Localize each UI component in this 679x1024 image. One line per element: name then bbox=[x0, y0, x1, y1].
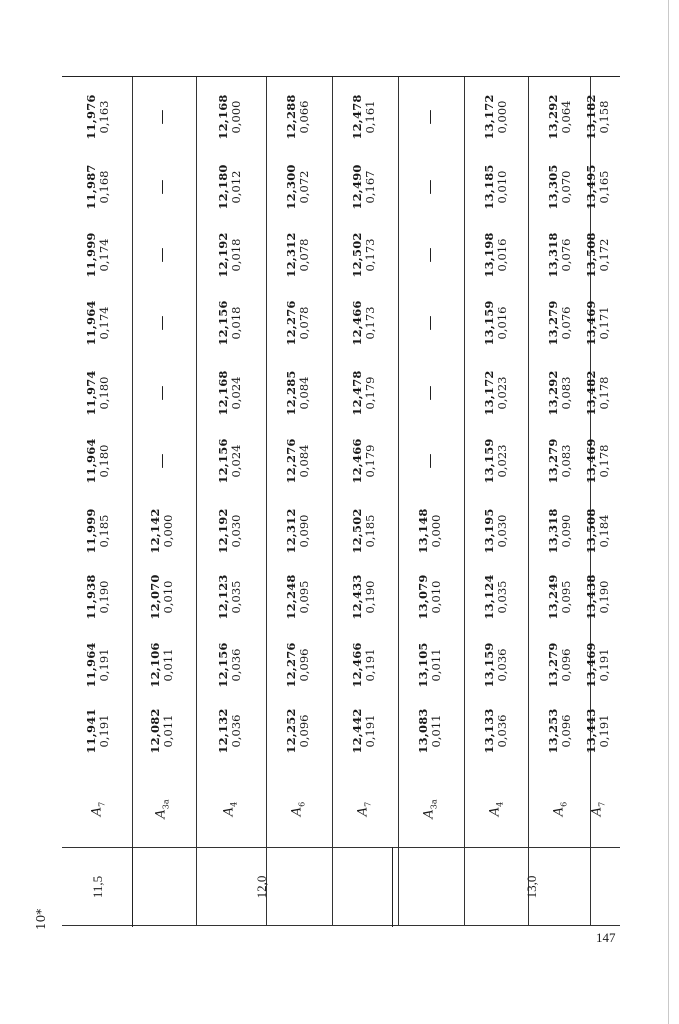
value-cell bbox=[71, 57, 125, 177]
cell-primary-value: 13,495 bbox=[583, 164, 598, 210]
cell-primary-value: 12,466 bbox=[349, 642, 364, 688]
cell-secondary-value: 0,000 bbox=[229, 100, 243, 134]
cell-primary-value: 13,079 bbox=[415, 574, 430, 620]
cell-secondary-value: 0,010 bbox=[495, 170, 509, 204]
cell-primary-value: 13,159 bbox=[481, 438, 496, 484]
row-label-main: A bbox=[221, 806, 237, 817]
cell-secondary-value: 0,024 bbox=[229, 444, 243, 478]
cell-secondary-value: 0,012 bbox=[229, 170, 243, 204]
cell-secondary-value: 0,035 bbox=[495, 580, 509, 614]
cell-primary-value: 13,482 bbox=[583, 370, 598, 416]
cell-primary-value: 12,288 bbox=[283, 94, 298, 140]
cell-secondary-value: 0,000 bbox=[161, 514, 175, 548]
cell-secondary-value: 0,191 bbox=[97, 714, 111, 748]
row-label bbox=[552, 802, 569, 816]
cell-secondary-value: 0,173 bbox=[363, 306, 377, 340]
cell-secondary-value: 0,018 bbox=[229, 238, 243, 272]
cell-secondary-value: 0,095 bbox=[559, 580, 573, 614]
cell-secondary-value: 0,036 bbox=[495, 648, 509, 682]
row-label-main: A bbox=[421, 809, 437, 819]
cell-secondary-value: 0,168 bbox=[97, 170, 111, 204]
cell-primary-value: 13,469 bbox=[583, 438, 598, 484]
cell-primary-value: 13,279 bbox=[545, 300, 560, 346]
empty-cell-dash: — bbox=[152, 315, 171, 331]
cell-secondary-value: 0,023 bbox=[495, 376, 509, 410]
cell-primary-value: 12,192 bbox=[215, 508, 230, 554]
cell-primary-value: 13,305 bbox=[545, 164, 560, 210]
cell-secondary-value: 0,035 bbox=[229, 580, 243, 614]
cell-secondary-value: 0,190 bbox=[97, 580, 111, 614]
row-label bbox=[488, 802, 505, 816]
rotated-data-table bbox=[62, 76, 620, 926]
cell-primary-value: 12,466 bbox=[349, 438, 364, 484]
cell-secondary-value: 0,178 bbox=[597, 376, 611, 410]
empty-cell-dash: — bbox=[420, 385, 439, 401]
column-rule bbox=[132, 77, 133, 925]
cell-primary-value: 13,148 bbox=[415, 508, 430, 554]
cell-secondary-value: 0,096 bbox=[559, 648, 573, 682]
cell-primary-value: 12,276 bbox=[283, 438, 298, 484]
cell-primary-value: 12,490 bbox=[349, 164, 364, 210]
row-label-main: A bbox=[355, 806, 371, 817]
cell-secondary-value: 0,179 bbox=[363, 444, 377, 478]
cell-secondary-value: 0,190 bbox=[597, 580, 611, 614]
cell-primary-value: 12,252 bbox=[283, 708, 298, 754]
empty-cell-dash: — bbox=[420, 179, 439, 195]
cell-secondary-value: 0,191 bbox=[363, 648, 377, 682]
cell-secondary-value: 0,167 bbox=[363, 170, 377, 204]
column-rule bbox=[528, 77, 529, 925]
cell-secondary-value: 0,191 bbox=[597, 648, 611, 682]
cell-primary-value: 13,159 bbox=[481, 300, 496, 346]
empty-cell-dash: — bbox=[152, 179, 171, 195]
cell-secondary-value: 0,010 bbox=[161, 580, 175, 614]
cell-secondary-value: 0,016 bbox=[495, 306, 509, 340]
row-label-subscript: 6 bbox=[559, 801, 569, 807]
cell-primary-value: 11,987 bbox=[83, 164, 98, 210]
group-divider bbox=[132, 847, 133, 927]
cell-primary-value: 11,974 bbox=[83, 370, 98, 416]
value-cell bbox=[403, 471, 457, 591]
cell-primary-value: 12,132 bbox=[215, 708, 230, 754]
cell-primary-value: 12,312 bbox=[283, 232, 298, 278]
cell-primary-value: 12,123 bbox=[215, 574, 230, 620]
cell-secondary-value: 0,095 bbox=[297, 580, 311, 614]
cell-primary-value: 12,168 bbox=[215, 94, 230, 140]
cell-secondary-value: 0,191 bbox=[363, 714, 377, 748]
row-label-main: A bbox=[551, 806, 567, 817]
cell-primary-value: 11,976 bbox=[83, 94, 98, 140]
cell-secondary-value: 0,016 bbox=[495, 238, 509, 272]
row-label-subscript: 4 bbox=[229, 801, 239, 807]
cell-primary-value: 12,168 bbox=[215, 370, 230, 416]
empty-cell-dash: — bbox=[420, 247, 439, 263]
cell-secondary-value: 0,024 bbox=[229, 376, 243, 410]
cell-primary-value: 13,253 bbox=[545, 708, 560, 754]
cell-secondary-value: 0,023 bbox=[495, 444, 509, 478]
cell-secondary-value: 0,185 bbox=[97, 514, 111, 548]
cell-secondary-value: 0,173 bbox=[363, 238, 377, 272]
cell-secondary-value: 0,078 bbox=[297, 238, 311, 272]
cell-primary-value: 13,292 bbox=[545, 370, 560, 416]
cell-primary-value: 11,999 bbox=[83, 232, 98, 278]
row-label-subscript: 3a bbox=[161, 799, 171, 810]
cell-secondary-value: 0,070 bbox=[559, 170, 573, 204]
row-label-subscript: 7 bbox=[597, 801, 607, 807]
cell-secondary-value: 0,036 bbox=[495, 714, 509, 748]
value-cell bbox=[469, 57, 523, 177]
cell-secondary-value: 0,036 bbox=[229, 714, 243, 748]
cell-secondary-value: 0,072 bbox=[297, 170, 311, 204]
cell-primary-value: 11,964 bbox=[83, 438, 98, 484]
cell-primary-value: 13,172 bbox=[481, 94, 496, 140]
cell-secondary-value: 0,191 bbox=[597, 714, 611, 748]
cell-secondary-value: 0,018 bbox=[229, 306, 243, 340]
cell-secondary-value: 0,172 bbox=[597, 238, 611, 272]
row-label-subscript: 4 bbox=[495, 801, 505, 807]
cell-primary-value: 12,442 bbox=[349, 708, 364, 754]
row-label-subscript: 6 bbox=[297, 801, 307, 807]
row-label-subscript: 7 bbox=[97, 801, 107, 807]
cell-primary-value: 12,156 bbox=[215, 642, 230, 688]
cell-primary-value: 13,185 bbox=[481, 164, 496, 210]
group-label: 13,0 bbox=[524, 875, 539, 899]
cell-secondary-value: 0,096 bbox=[559, 714, 573, 748]
page-number: 147 bbox=[596, 930, 616, 945]
cell-primary-value: 11,964 bbox=[83, 300, 98, 346]
cell-primary-value: 13,508 bbox=[583, 508, 598, 554]
cell-primary-value: 13,133 bbox=[481, 708, 496, 754]
cell-primary-value: 13,469 bbox=[583, 300, 598, 346]
footer-mark: 10* bbox=[34, 908, 48, 930]
row-label bbox=[222, 802, 239, 816]
cell-primary-value: 11,999 bbox=[83, 508, 98, 554]
label-rule bbox=[62, 847, 620, 848]
row-label-main: A bbox=[89, 806, 105, 817]
cell-secondary-value: 0,184 bbox=[597, 514, 611, 548]
cell-secondary-value: 0,011 bbox=[429, 714, 443, 748]
cell-secondary-value: 0,165 bbox=[597, 170, 611, 204]
cell-secondary-value: 0,064 bbox=[559, 100, 573, 134]
empty-cell-dash: — bbox=[152, 109, 171, 125]
cell-primary-value: 13,172 bbox=[481, 370, 496, 416]
column-rule bbox=[398, 77, 399, 925]
cell-secondary-value: 0,083 bbox=[559, 376, 573, 410]
value-cell bbox=[337, 57, 391, 177]
cell-secondary-value: 0,180 bbox=[97, 376, 111, 410]
cell-primary-value: 13,105 bbox=[415, 642, 430, 688]
value-cell bbox=[203, 57, 257, 177]
group-label: 11,5 bbox=[90, 875, 105, 899]
cell-secondary-value: 0,066 bbox=[297, 100, 311, 134]
cell-primary-value: 12,156 bbox=[215, 300, 230, 346]
cell-primary-value: 13,438 bbox=[583, 574, 598, 620]
cell-secondary-value: 0,030 bbox=[495, 514, 509, 548]
cell-secondary-value: 0,171 bbox=[597, 306, 611, 340]
cell-primary-value: 12,106 bbox=[147, 642, 162, 688]
cell-secondary-value: 0,190 bbox=[363, 580, 377, 614]
cell-secondary-value: 0,036 bbox=[229, 648, 243, 682]
row-label bbox=[590, 802, 607, 816]
cell-primary-value: 12,142 bbox=[147, 508, 162, 554]
cell-primary-value: 12,156 bbox=[215, 438, 230, 484]
cell-secondary-value: 0,030 bbox=[229, 514, 243, 548]
row-label-subscript: 7 bbox=[363, 801, 373, 807]
row-label bbox=[356, 802, 373, 816]
cell-primary-value: 12,502 bbox=[349, 508, 364, 554]
cell-secondary-value: 0,163 bbox=[97, 100, 111, 134]
cell-primary-value: 12,300 bbox=[283, 164, 298, 210]
cell-primary-value: 11,964 bbox=[83, 642, 98, 688]
cell-secondary-value: 0,158 bbox=[597, 100, 611, 134]
cell-primary-value: 12,070 bbox=[147, 574, 162, 620]
row-label-main: A bbox=[589, 806, 605, 817]
cell-primary-value: 12,192 bbox=[215, 232, 230, 278]
row-label-main: A bbox=[153, 809, 169, 819]
cell-secondary-value: 0,011 bbox=[429, 648, 443, 682]
empty-cell-dash: — bbox=[420, 315, 439, 331]
cell-primary-value: 13,469 bbox=[583, 642, 598, 688]
cell-primary-value: 12,276 bbox=[283, 300, 298, 346]
empty-cell-dash: — bbox=[152, 385, 171, 401]
column-rule bbox=[266, 77, 267, 925]
row-label-subscript: 3a bbox=[429, 799, 439, 810]
cell-primary-value: 13,249 bbox=[545, 574, 560, 620]
group-rule bbox=[62, 925, 620, 926]
cell-primary-value: 13,279 bbox=[545, 438, 560, 484]
cell-primary-value: 12,478 bbox=[349, 370, 364, 416]
cell-primary-value: 12,466 bbox=[349, 300, 364, 346]
cell-primary-value: 12,433 bbox=[349, 574, 364, 620]
row-label-main: A bbox=[289, 806, 305, 817]
cell-primary-value: 13,182 bbox=[583, 94, 598, 140]
value-cell bbox=[271, 57, 325, 177]
group-label: 12,0 bbox=[254, 875, 269, 899]
cell-primary-value: 13,279 bbox=[545, 642, 560, 688]
empty-cell-dash: — bbox=[152, 247, 171, 263]
empty-cell-dash: — bbox=[152, 453, 171, 469]
cell-secondary-value: 0,083 bbox=[559, 444, 573, 478]
scan-edge-line bbox=[668, 0, 669, 1024]
cell-secondary-value: 0,011 bbox=[161, 648, 175, 682]
empty-cell-dash: — bbox=[420, 109, 439, 125]
cell-primary-value: 13,083 bbox=[415, 708, 430, 754]
cell-primary-value: 12,180 bbox=[215, 164, 230, 210]
cell-secondary-value: 0,076 bbox=[559, 306, 573, 340]
column-rule bbox=[464, 77, 465, 925]
cell-primary-value: 13,443 bbox=[583, 708, 598, 754]
row-label bbox=[290, 802, 307, 816]
cell-secondary-value: 0,174 bbox=[97, 238, 111, 272]
cell-secondary-value: 0,076 bbox=[559, 238, 573, 272]
cell-secondary-value: 0,096 bbox=[297, 648, 311, 682]
column-rule bbox=[332, 77, 333, 925]
cell-primary-value: 11,938 bbox=[83, 574, 98, 620]
empty-cell-dash: — bbox=[420, 453, 439, 469]
cell-primary-value: 12,502 bbox=[349, 232, 364, 278]
cell-primary-value: 12,248 bbox=[283, 574, 298, 620]
cell-secondary-value: 0,000 bbox=[495, 100, 509, 134]
cell-secondary-value: 0,096 bbox=[297, 714, 311, 748]
cell-secondary-value: 0,011 bbox=[161, 714, 175, 748]
cell-secondary-value: 0,185 bbox=[363, 514, 377, 548]
value-cell bbox=[135, 471, 189, 591]
row-label bbox=[422, 799, 439, 818]
cell-secondary-value: 0,084 bbox=[297, 444, 311, 478]
cell-primary-value: 13,195 bbox=[481, 508, 496, 554]
cell-primary-value: 13,508 bbox=[583, 232, 598, 278]
cell-secondary-value: 0,090 bbox=[559, 514, 573, 548]
cell-secondary-value: 0,174 bbox=[97, 306, 111, 340]
cell-primary-value: 13,318 bbox=[545, 232, 560, 278]
cell-primary-value: 13,124 bbox=[481, 574, 496, 620]
cell-secondary-value: 0,000 bbox=[429, 514, 443, 548]
cell-primary-value: 12,312 bbox=[283, 508, 298, 554]
row-label bbox=[90, 802, 107, 816]
row-label bbox=[154, 799, 171, 818]
cell-primary-value: 13,159 bbox=[481, 642, 496, 688]
cell-primary-value: 13,292 bbox=[545, 94, 560, 140]
row-label-main: A bbox=[487, 806, 503, 817]
cell-secondary-value: 0,084 bbox=[297, 376, 311, 410]
cell-primary-value: 12,082 bbox=[147, 708, 162, 754]
cell-secondary-value: 0,179 bbox=[363, 376, 377, 410]
group-divider bbox=[392, 847, 393, 927]
cell-primary-value: 11,941 bbox=[83, 708, 98, 754]
cell-primary-value: 12,478 bbox=[349, 94, 364, 140]
cell-primary-value: 13,198 bbox=[481, 232, 496, 278]
cell-secondary-value: 0,191 bbox=[97, 648, 111, 682]
column-rule bbox=[196, 77, 197, 925]
value-cell bbox=[571, 57, 625, 177]
cell-secondary-value: 0,090 bbox=[297, 514, 311, 548]
cell-secondary-value: 0,180 bbox=[97, 444, 111, 478]
cell-secondary-value: 0,010 bbox=[429, 580, 443, 614]
cell-secondary-value: 0,161 bbox=[363, 100, 377, 134]
cell-secondary-value: 0,078 bbox=[297, 306, 311, 340]
cell-primary-value: 12,276 bbox=[283, 642, 298, 688]
cell-secondary-value: 0,178 bbox=[597, 444, 611, 478]
cell-primary-value: 13,318 bbox=[545, 508, 560, 554]
cell-primary-value: 12,285 bbox=[283, 370, 298, 416]
